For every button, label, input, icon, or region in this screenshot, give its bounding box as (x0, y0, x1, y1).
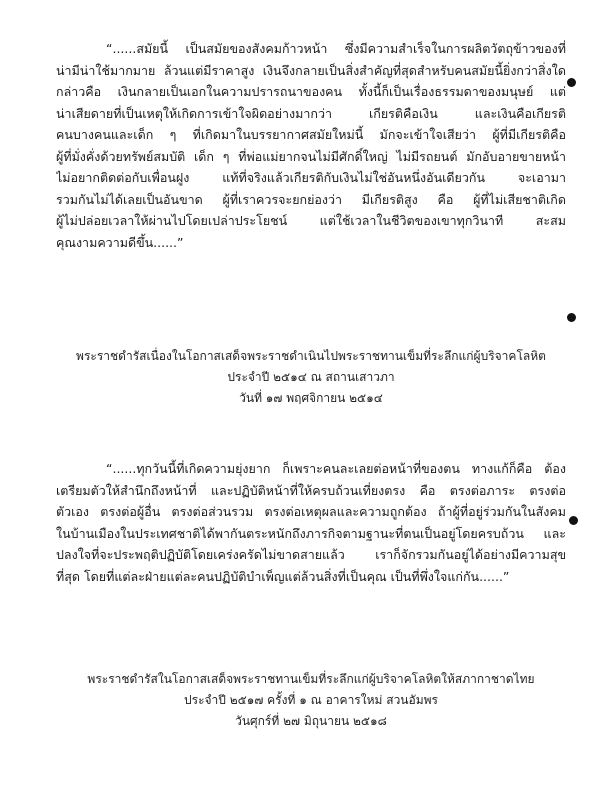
citation-occasion: พระราชดำรัสเนื่องในโอกาสเสด็จพระราชดำเนินไปพระราชทานเข็มที่ระลึกแก่ผู้บริจาคโลหิต (76, 349, 546, 363)
royal-speech-passage-1 (56, 38, 566, 253)
citation-year-venue: ประจำปี ๒๕๑๔ ณ สถานเสาวภา (227, 370, 395, 384)
passage-line: ในบ้านเมืองในประเทศชาติได้พากันตระหนักถึงภารกิจตามฐานะที่ตนเป็นอยู่โดยครบถ้วน และ (56, 525, 566, 541)
binder-hole-mark (569, 516, 578, 525)
passage-line: ตัวเอง ตรงต่อผู้อื่น ตรงต่อส่วนรวม ตรงต่อเหตุผลและความถูกต้อง ถ้าผู้ที่อยู่ร่วมกันในสังคม (56, 504, 566, 519)
speech-citation-1 (56, 346, 566, 409)
passage-line: “......สมัยนี้ เป็นสมัยของสังคมก้าวหน้า ซึ่งมีความสำเร็จในการผลิตวัตถุข้าวของที่ (106, 41, 566, 56)
speech-citation-2 (56, 669, 566, 732)
binder-hole-mark (567, 78, 576, 87)
passage-line: เตรียมตัวให้สำนึกถึงหน้าที่ และปฏิบัติหน้าที่ให้ครบถ้วนเที่ยงตรง คือ ตรงต่อภาระ ตรงต่อ (56, 482, 566, 498)
passage-line: คุณงามความดีขึ้น......” (56, 234, 184, 250)
passage-line: “......ทุกวันนี้ที่เกิดความยุ่งยาก ก็เพราะคนละเลยต่อหน้าที่ของตน ทางแก้ก็คือ ต้อง (106, 461, 566, 476)
passage-line: ปลงใจที่จะประพฤติปฏิบัติโดยเคร่งครัดไม่ขาดสายแล้ว เราก็จักรวมกันอยู่ได้อย่างมีความสุข (56, 547, 566, 562)
citation-date: วันศุกร์ที่ ๒๗ มิถุนายน ๒๕๑๘ (235, 714, 387, 728)
passage-line: ผู้ไม่ปล่อยเวลาให้ผ่านไปโดยเปล่าประโยชน์ แต่ใช้เวลาในชีวิตของเขาทุกวินาที สะสม (56, 213, 566, 228)
binder-hole-mark (567, 313, 576, 322)
citation-year-venue: ประจำปี ๒๕๑๗ ครั้งที่ ๑ ณ อาคารใหม่ สวนอัมพร (184, 693, 438, 707)
passage-line: ไม่อยากติดต่อกับเพื่อนฝูง แท้ที่จริงแล้วเกียรติกับเงินไม่ใช่อันหนึ่งอันเดียวกัน จะเอามา (56, 170, 566, 185)
passage-line: คนบางคนและเด็ก ๆ ที่เกิดมาในบรรยากาศสมัยใหม่นี้ มักจะเข้าใจเสียว่า ผู้ที่มีเกียรติคือ (56, 127, 566, 142)
citation-date: วันที่ ๑๗ พฤศจิกายน ๒๕๑๔ (239, 391, 383, 405)
passage-line: รวมกันไม่ได้เลยเป็นอันขาด ผู้ที่เราควรจะยกย่องว่า มีเกียรติสูง คือ ผู้ที่ไม่เสียชาติเกิด (56, 191, 566, 207)
passage-line: ที่สุด โดยที่แต่ละฝ่ายแต่ละคนปฏิบัติบำเพ็ญแต่ล้วนสิ่งที่เป็นคุณ เป็นที่พึ่งใจแก่กัน......” (56, 568, 510, 584)
citation-occasion: พระราชดำรัสในโอกาสเสด็จพระราชทานเข็มที่ระลึกแก่ผู้บริจาคโลหิตให้สภากาชาดไทย (87, 672, 535, 686)
passage-line: กล่าวคือ เงินกลายเป็นเอกในความปรารถนาของคน ทั้งนี้ก็เป็นเรื่องธรรมดาของมนุษย์ แต่ (56, 84, 566, 99)
passage-line: น่ามีน่าใช้มากมาย ล้วนแต่มีราคาสูง เงินจึงกลายเป็นสิ่งสำคัญที่สุดสำหรับคนสมัยนี้ยิ่งกว่าสิ่งใด (56, 62, 566, 78)
royal-speech-passage-2 (56, 458, 566, 587)
passage-line: ผู้ที่มั่งคั่งด้วยทรัพย์สมบัติ เด็ก ๆ ที่พ่อแม่ยากจนไม่มีศักดิ์ใหญ่ ไม่มีรถยนต์ มักอับอายขายหน้า (56, 148, 566, 164)
passage-line: น่าเสียดายที่เป็นเหตุให้เกิดการเข้าใจผิดอย่างมากว่า เกียรติคือเงิน และเงินคือเกียรติ (56, 105, 566, 121)
